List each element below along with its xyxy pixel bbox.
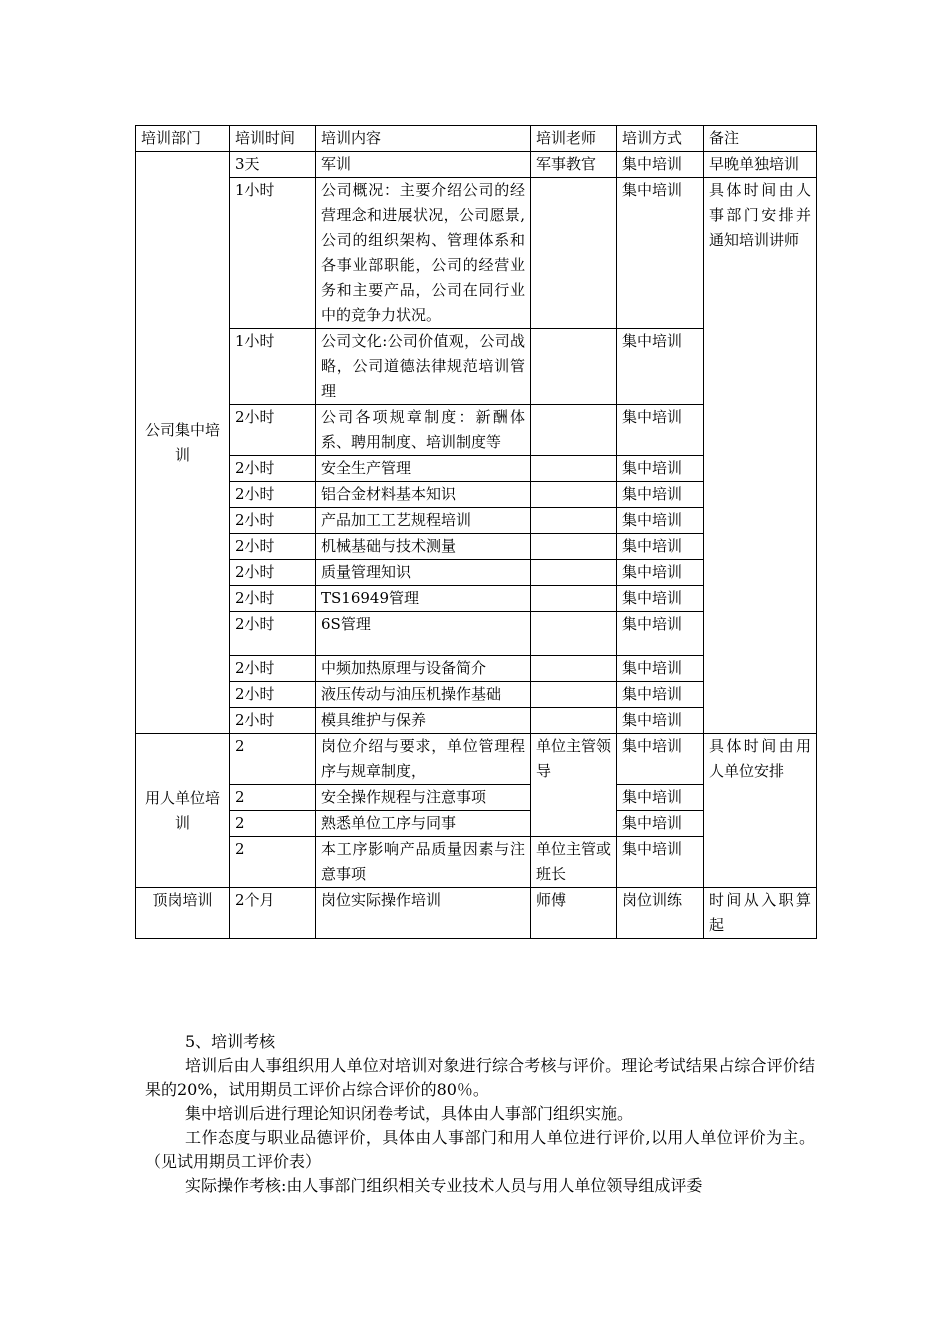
time-cell: 1小时 — [230, 329, 316, 405]
content-cell: 中频加热原理与设备简介 — [316, 656, 531, 682]
time-cell: 2小时 — [230, 405, 316, 456]
method-cell: 集中培训 — [617, 656, 704, 682]
paragraph: 工作态度与职业品德评价，具体由人事部门和用人单位进行评价,以用人单位评价为主。（见试用期员工评价表） — [145, 1128, 815, 1171]
content-cell: 公司概况：主要介绍公司的经营理念和进展状况，公司愿景,公司的组织架构、管理体系和各事业部职能，公司的经营业务和主要产品，公司在同行业中的竞争力状况。 — [316, 178, 531, 329]
time-cell: 2个月 — [230, 888, 316, 939]
teacher-cell — [531, 456, 617, 482]
content-cell: 产品加工工艺规程培训 — [316, 508, 531, 534]
time-cell: 2小时 — [230, 656, 316, 682]
method-cell: 集中培训 — [617, 612, 704, 656]
teacher-cell — [531, 405, 617, 456]
content-cell: 岗位介绍与要求，单位管理程序与规章制度， — [316, 734, 531, 785]
teacher-cell — [531, 586, 617, 612]
note-cell: 早晚单独培训 — [704, 152, 817, 178]
header-cell: 培训内容 — [316, 126, 531, 152]
teacher-cell — [531, 508, 617, 534]
content-cell: 质量管理知识 — [316, 560, 531, 586]
dept-unit: 用人单位培训 — [136, 734, 230, 888]
teacher-unit-supervisor: 单位主管或班长 — [531, 837, 617, 888]
method-cell: 集中培训 — [617, 708, 704, 734]
training-assessment-section — [145, 1030, 815, 1198]
method-cell: 岗位训练 — [617, 888, 704, 939]
method-cell: 集中培训 — [617, 482, 704, 508]
method-cell: 集中培训 — [617, 734, 704, 785]
teacher-cell — [531, 178, 617, 329]
content-cell: 岗位实际操作培训 — [316, 888, 531, 939]
paragraph: 实际操作考核:由人事部门组织相关专业技术人员与用人单位领导组成评委 — [185, 1176, 703, 1195]
time-cell: 1小时 — [230, 178, 316, 329]
note-unit: 具体时间由用人单位安排 — [704, 734, 817, 888]
content-cell: 铝合金材料基本知识 — [316, 482, 531, 508]
teacher-unit-leader: 单位主管领导 — [531, 734, 617, 837]
content-cell: 熟悉单位工序与同事 — [316, 811, 531, 837]
paragraph: 集中培训后进行理论知识闭卷考试，具体由人事部门组织实施。 — [185, 1104, 634, 1123]
time-cell: 2小时 — [230, 708, 316, 734]
table-row — [136, 178, 817, 329]
time-cell: 2小时 — [230, 534, 316, 560]
section-heading: 5、培训考核 — [185, 1032, 276, 1051]
teacher-cell — [531, 656, 617, 682]
method-cell: 集中培训 — [617, 405, 704, 456]
paragraph: 培训后由人事组织用人单位对培训对象进行综合考核与评价。理论考试结果占综合评价结果的20%，试用期员工评价占综合评价的80％。 — [145, 1056, 815, 1099]
table-header-row — [136, 126, 817, 152]
dept-post: 顶岗培训 — [136, 888, 230, 939]
header-cell: 培训方式 — [617, 126, 704, 152]
teacher-cell — [531, 560, 617, 586]
dept-company: 公司集中培训 — [136, 152, 230, 734]
time-cell: 2小时 — [230, 586, 316, 612]
note-cell: 时间从入职算起 — [704, 888, 817, 939]
header-cell: 备注 — [704, 126, 817, 152]
time-cell: 2 — [230, 837, 316, 888]
content-cell: 安全生产管理 — [316, 456, 531, 482]
header-cell: 培训时间 — [230, 126, 316, 152]
training-plan-table — [135, 125, 817, 939]
method-cell: 集中培训 — [617, 586, 704, 612]
content-cell: 6S管理 — [316, 612, 531, 656]
header-cell: 培训老师 — [531, 126, 617, 152]
teacher-cell — [531, 682, 617, 708]
method-cell: 集中培训 — [617, 811, 704, 837]
method-cell: 集中培训 — [617, 152, 704, 178]
time-cell: 2小时 — [230, 456, 316, 482]
teacher-cell: 师傅 — [531, 888, 617, 939]
time-cell: 2小时 — [230, 560, 316, 586]
time-cell: 2 — [230, 734, 316, 785]
content-cell: 军训 — [316, 152, 531, 178]
method-cell: 集中培训 — [617, 785, 704, 811]
time-cell: 2小时 — [230, 482, 316, 508]
content-cell: 公司各项规章制度：新酬体系、聘用制度、培训制度等 — [316, 405, 531, 456]
method-cell: 集中培训 — [617, 508, 704, 534]
method-cell: 集中培训 — [617, 178, 704, 329]
content-cell: 模具维护与保养 — [316, 708, 531, 734]
method-cell: 集中培训 — [617, 534, 704, 560]
note-company: 具体时间由人事部门安排并通知培训讲师 — [704, 178, 817, 734]
time-cell: 2小时 — [230, 508, 316, 534]
content-cell: 液压传动与油压机操作基础 — [316, 682, 531, 708]
content-cell: 安全操作规程与注意事项 — [316, 785, 531, 811]
content-cell: 公司文化:公司价值观，公司战略，公司道德法律规范培训管理 — [316, 329, 531, 405]
teacher-cell — [531, 329, 617, 405]
time-cell: 2 — [230, 811, 316, 837]
teacher-cell — [531, 482, 617, 508]
method-cell: 集中培训 — [617, 456, 704, 482]
method-cell: 集中培训 — [617, 560, 704, 586]
time-cell: 2小时 — [230, 612, 316, 656]
table-row — [136, 734, 817, 785]
method-cell: 集中培训 — [617, 682, 704, 708]
time-cell: 2小时 — [230, 682, 316, 708]
method-cell: 集中培训 — [617, 329, 704, 405]
time-cell: 3天 — [230, 152, 316, 178]
content-cell: 机械基础与技术测量 — [316, 534, 531, 560]
header-cell: 培训部门 — [136, 126, 230, 152]
teacher-cell — [531, 534, 617, 560]
content-cell: 本工序影响产品质量因素与注意事项 — [316, 837, 531, 888]
teacher-cell — [531, 612, 617, 656]
time-cell: 2 — [230, 785, 316, 811]
method-cell: 集中培训 — [617, 837, 704, 888]
table-row — [136, 888, 817, 939]
content-cell: TS16949管理 — [316, 586, 531, 612]
table-row — [136, 152, 817, 178]
teacher-cell — [531, 708, 617, 734]
teacher-cell: 军事教官 — [531, 152, 617, 178]
